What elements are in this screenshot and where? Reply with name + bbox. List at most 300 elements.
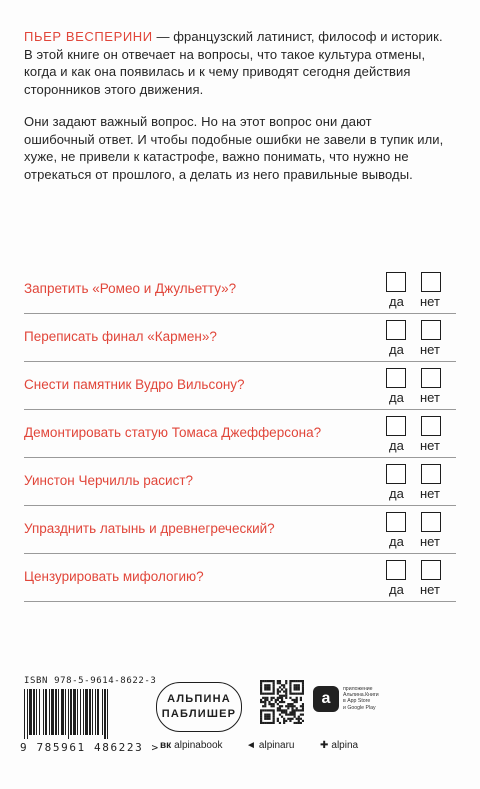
qr-module [266,714,268,716]
barcode-bar [29,689,32,735]
no-checkbox[interactable] [421,512,441,532]
yes-label: да [389,342,404,357]
qr-module [281,695,283,697]
qr-module [302,688,304,690]
qr-module [294,699,296,701]
qr-module [275,701,277,703]
qr-module [273,711,275,713]
barcode-bar [80,689,81,735]
qr-module [289,688,291,690]
qr-module [264,709,266,711]
qr-module [289,711,291,713]
app-text-line: в App Store [343,698,371,705]
vk-icon: вк [160,740,172,751]
qr-module [291,709,293,711]
qr-module [302,686,304,688]
qr-module [266,709,268,711]
qr-module [262,680,264,682]
telegram-icon: ◄ [246,740,256,751]
barcode-bar [61,689,64,735]
barcode-bar [104,689,106,739]
barcode-bar [24,689,25,739]
qr-module [264,697,266,699]
app-text-line: приложение [343,686,373,692]
qr-module [302,703,304,705]
qr-module [298,716,300,718]
qr-module [277,690,279,692]
qr-module [289,686,291,688]
barcode-bar [70,689,72,735]
yes-label: да [389,294,404,309]
qr-module [262,693,264,695]
qr-module [279,701,281,703]
qr-module [268,716,270,718]
qr-module [260,718,262,720]
qr-module [260,682,262,684]
qr-module [302,707,304,709]
qr-module [300,697,302,699]
yes-label: да [389,534,404,549]
qr-module [281,688,283,690]
qr-module [262,701,264,703]
app-text-line: и Google Play [343,704,376,711]
yes-label: да [389,390,404,405]
app-store-text [343,686,403,711]
qr-module [281,697,283,699]
barcode-bar [68,689,69,739]
qr-module [283,686,285,688]
qr-module [302,682,304,684]
qr-module [268,714,270,716]
qr-module [273,722,275,724]
qr-module [302,690,304,692]
social-link[interactable] [160,740,223,751]
qr-module [298,684,300,686]
qr-module [302,720,304,722]
qr-module [283,711,285,713]
qr-module [298,722,300,724]
qr-module [294,701,296,703]
qr-module [289,697,291,699]
social-label: alpinabook [174,740,223,751]
qr-module [268,709,270,711]
qr-module [296,680,298,682]
barcode-bar [73,689,76,735]
qr-module [298,693,300,695]
qr-module [264,718,266,720]
qr-module [279,680,281,682]
qr-module [273,684,275,686]
yes-checkbox[interactable] [386,320,406,340]
qr-module [273,682,275,684]
qr-module [262,705,264,707]
question-row [24,410,456,458]
barcode-bar [95,689,96,735]
intro-paragraph-1 [24,28,444,98]
qr-module [285,695,287,697]
qr-module [291,711,293,713]
no-label: нет [420,390,440,405]
qr-module [283,684,285,686]
qr-module [264,701,266,703]
qr-module [260,684,262,686]
qr-module [289,693,291,695]
no-label: нет [420,486,440,501]
qr-module [294,705,296,707]
qr-code [260,680,304,724]
qr-module [264,699,266,701]
qr-module [279,714,281,716]
qr-module [283,701,285,703]
qr-module [298,718,300,720]
qr-module [268,703,270,705]
isbn-text: ISBN 978-5-9614-8622-3 [24,676,157,686]
qr-module [289,703,291,705]
qr-module [264,686,266,688]
qr-module [264,705,266,707]
qr-module [264,688,266,690]
question-row [24,362,456,410]
qr-module [296,722,298,724]
qr-module [279,709,281,711]
qr-module [273,697,275,699]
barcode-bar [58,689,59,735]
qr-module [268,693,270,695]
qr-module [264,693,266,695]
question-text: Уинстон Черчилль расист? [24,473,194,488]
no-label: нет [420,294,440,309]
qr-module [294,714,296,716]
qr-module [302,709,304,711]
qr-module [277,718,279,720]
qr-module [260,693,262,695]
qr-module [279,697,281,699]
qr-module [277,720,279,722]
qr-module [285,709,287,711]
qr-module [285,693,287,695]
barcode-bar [39,689,40,735]
qr-module [285,720,287,722]
question-text: Упразднить латынь и древнегреческий? [24,521,275,536]
qr-module [279,690,281,692]
barcode [22,689,140,741]
qr-module [273,693,275,695]
yes-checkbox[interactable] [386,560,406,580]
qr-module [281,684,283,686]
qr-module [281,705,283,707]
qr-module [270,697,272,699]
social-link[interactable] [320,740,358,751]
qr-module [268,701,270,703]
qr-module [302,714,304,716]
qr-module [285,688,287,690]
qr-module [291,718,293,720]
barcode-bar [51,689,54,735]
qr-module [279,695,281,697]
qr-module [291,703,293,705]
qr-module [289,690,291,692]
qr-module [302,705,304,707]
qr-module [289,714,291,716]
qr-module [266,693,268,695]
qr-module [268,686,270,688]
qr-module [287,705,289,707]
qr-module [260,699,262,701]
qr-module [291,705,293,707]
no-checkbox[interactable] [421,560,441,580]
yes-label: да [389,582,404,597]
qr-module [273,688,275,690]
barcode-bar [92,689,93,735]
qr-module [300,714,302,716]
qr-module [260,722,262,724]
qr-module [279,682,281,684]
qr-module [273,680,275,682]
qr-module [262,709,264,711]
qr-module [268,684,270,686]
qr-module [300,699,302,701]
qr-module [277,682,279,684]
yes-checkbox[interactable] [386,464,406,484]
qr-module [281,711,283,713]
yes-checkbox[interactable] [386,368,406,388]
qr-module [264,714,266,716]
qr-module [289,718,291,720]
qr-module [262,722,264,724]
qr-module [260,680,262,682]
qr-module [302,680,304,682]
qr-module [264,680,266,682]
barcode-bar [89,689,91,735]
yes-label: да [389,438,404,453]
qr-module [298,709,300,711]
no-checkbox[interactable] [421,320,441,340]
qr-module [268,722,270,724]
qr-module [285,697,287,699]
qr-module [285,682,287,684]
qr-module [296,693,298,695]
qr-module [287,714,289,716]
no-label: нет [420,438,440,453]
qr-module [296,686,298,688]
app-text-line: Альпина.Книги [343,692,379,699]
qr-module [283,709,285,711]
qr-module [289,682,291,684]
question-row [24,554,456,602]
qr-module [287,703,289,705]
qr-module [270,693,272,695]
qr-module [266,697,268,699]
qr-module [268,688,270,690]
qr-module [302,693,304,695]
qr-module [296,684,298,686]
qr-module [291,714,293,716]
qr-module [264,703,266,705]
qr-module [279,686,281,688]
social-label: alpinaru [258,740,295,751]
question-row [24,506,456,554]
qr-module [283,720,285,722]
qr-module [285,680,287,682]
qr-module [279,722,281,724]
qr-module [270,680,272,682]
publisher-logo-line2: ПАБЛИШЕР [161,708,237,720]
qr-module [260,711,262,713]
qr-module [294,693,296,695]
qr-module [277,709,279,711]
qr-module [264,716,266,718]
qr-module [273,709,275,711]
qr-module [300,705,302,707]
qr-module [277,688,279,690]
question-text: Запретить «Ромео и Джульетту»? [24,281,237,296]
qr-module [260,720,262,722]
qr-module [294,680,296,682]
qr-module [266,699,268,701]
qr-module [260,686,262,688]
qr-module [281,716,283,718]
social-link[interactable] [246,740,295,751]
qr-module [268,718,270,720]
qr-module [285,690,287,692]
qr-module [298,688,300,690]
barcode-bar [27,689,28,739]
qr-module [277,693,279,695]
no-label: нет [420,534,440,549]
qr-module [260,716,262,718]
qr-module [273,720,275,722]
yes-checkbox[interactable] [386,512,406,532]
qr-module [266,686,268,688]
qr-module [266,722,268,724]
qr-module [296,701,298,703]
barcode-bar [33,689,35,735]
qr-module [270,703,272,705]
qr-module [273,716,275,718]
qr-module [283,695,285,697]
qr-module [277,703,279,705]
qr-module [281,699,283,701]
qr-module [294,716,296,718]
qr-module [296,697,298,699]
qr-module [277,680,279,682]
yes-label: да [389,486,404,501]
qr-module [296,707,298,709]
qr-module [273,714,275,716]
qr-module [279,707,281,709]
question-row [24,314,456,362]
intro-paragraph-1-text: — французский латинист, философ и историк. В этой книге он отвечает на вопросы, что такое культура отмены, когда и как она появилась и к чему приводят сегодня действия сторонников этого движения. [24,29,443,97]
qr-module [266,680,268,682]
question-text: Переписать финал «Кармен»? [24,329,217,344]
qr-module [285,714,287,716]
qr-module [270,705,272,707]
barcode-bar [36,689,37,735]
qr-module [266,718,268,720]
qr-module [289,705,291,707]
qr-module [273,705,275,707]
qr-module [279,705,281,707]
annotation-text [24,28,444,198]
qr-module [270,722,272,724]
qr-module [266,716,268,718]
barcode-bar [45,689,47,735]
app-icon: a [313,686,339,712]
qr-module [260,688,262,690]
qr-module [264,684,266,686]
qr-module [300,680,302,682]
no-checkbox[interactable] [421,416,441,436]
qr-module [283,690,285,692]
qr-module [266,684,268,686]
qr-module [298,686,300,688]
yes-checkbox[interactable] [386,272,406,292]
qr-module [273,690,275,692]
qr-module [289,680,291,682]
question-row [24,266,456,314]
qr-module [287,707,289,709]
qr-module [291,699,293,701]
qr-module [294,709,296,711]
qr-module [285,711,287,713]
barcode-bar [43,689,44,735]
qr-module [300,718,302,720]
barcode-digits: 9 785961 486223 > [20,741,160,754]
author-name: ПЬЕР ВЕСПЕРИНИ [24,29,153,44]
qr-module [273,718,275,720]
barcode-bar [97,689,99,735]
question-text: Демонтировать статую Томаса Джефферсона? [24,425,322,440]
qr-module [294,686,296,688]
no-label: нет [420,582,440,597]
qr-module [270,699,272,701]
qr-module [277,707,279,709]
qr-module [277,699,279,701]
qr-module [283,722,285,724]
qr-module [298,680,300,682]
qr-module [262,697,264,699]
qr-module [273,703,275,705]
yes-checkbox[interactable] [386,416,406,436]
qr-module [283,718,285,720]
no-checkbox[interactable] [421,368,441,388]
qr-module [300,722,302,724]
qr-module [296,699,298,701]
no-checkbox[interactable] [421,464,441,484]
qr-module [260,709,262,711]
barcode-bar [77,689,78,735]
qr-module [277,697,279,699]
qr-module [285,705,287,707]
qr-module [266,688,268,690]
question-list [24,266,456,602]
question-text: Снести памятник Вудро Вильсону? [24,377,245,392]
barcode-bar [49,689,50,735]
question-row [24,458,456,506]
no-checkbox[interactable] [421,272,441,292]
qr-module [260,714,262,716]
barcode-bar [85,689,88,735]
qr-module [296,718,298,720]
qr-module [296,709,298,711]
qr-module [273,686,275,688]
no-label: нет [420,342,440,357]
qr-module [291,680,293,682]
social-label: alpina [331,740,359,751]
publisher-logo-line1: АЛЬПИНА [167,693,231,705]
qr-module [298,720,300,722]
barcode-bar [83,689,84,735]
